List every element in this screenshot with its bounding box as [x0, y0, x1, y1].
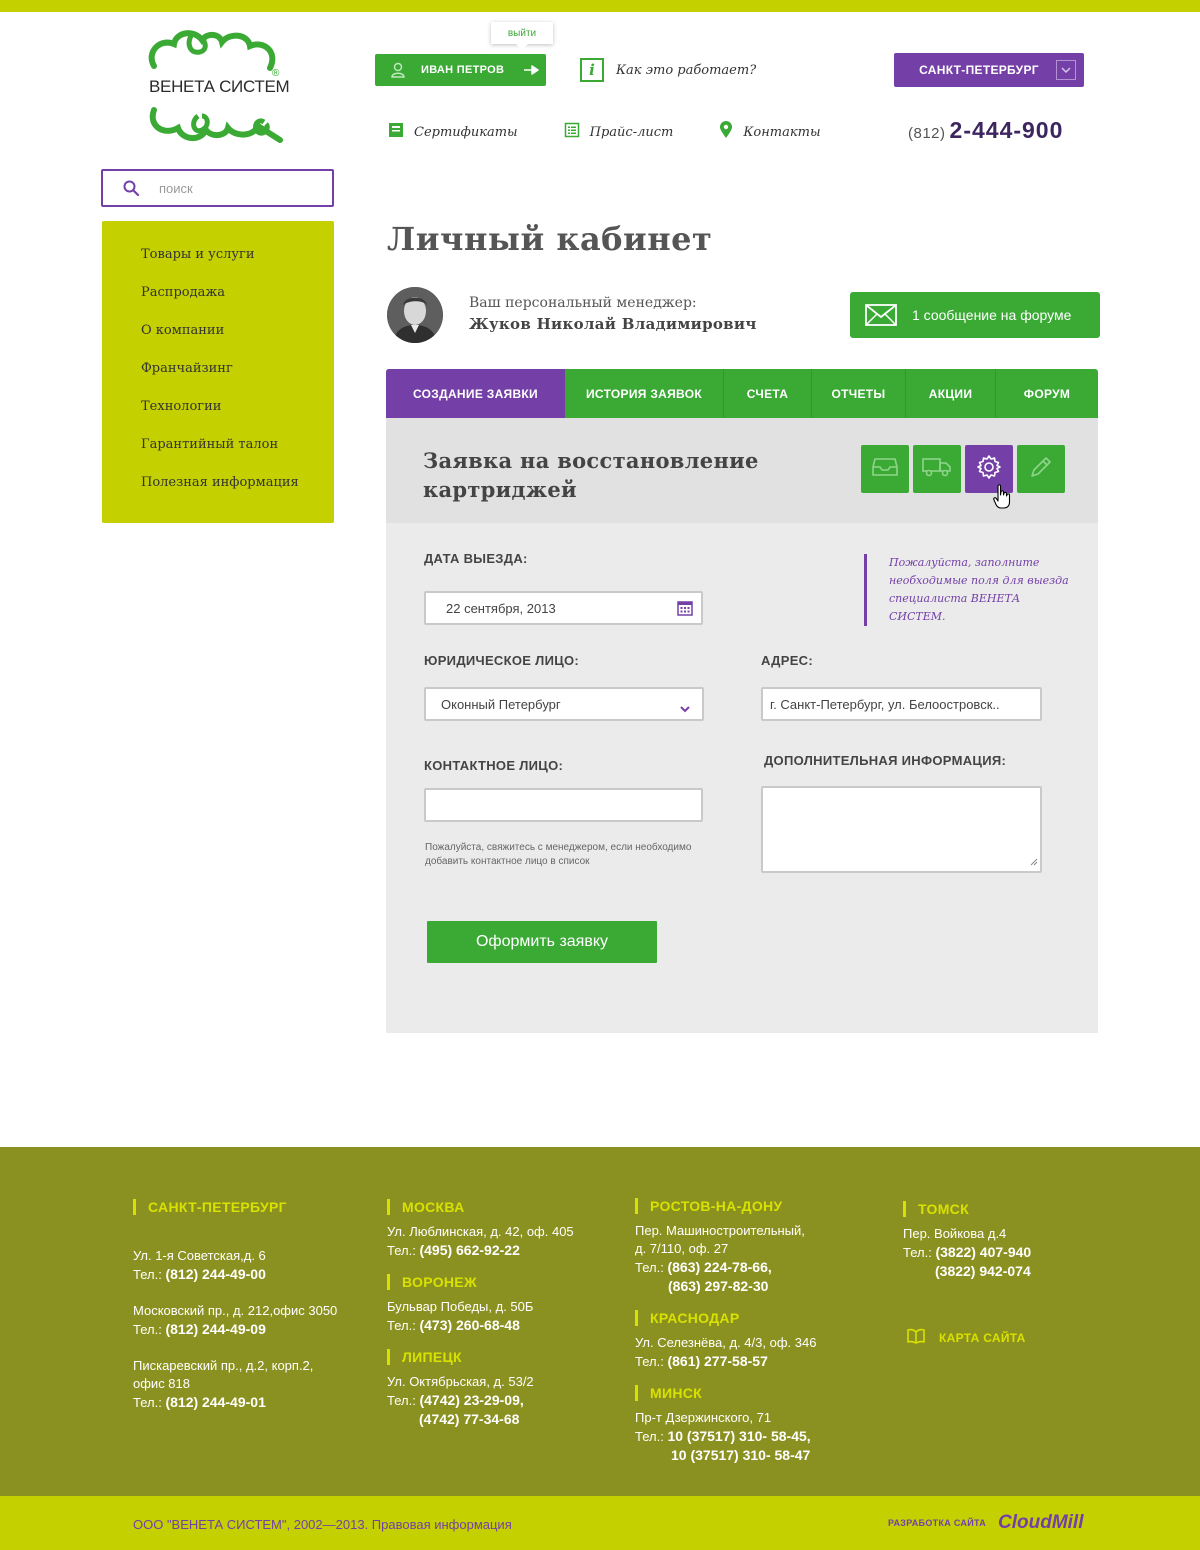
- footer-krasnodar-phone[interactable]: (861) 277-58-57: [667, 1353, 768, 1369]
- info-icon: i: [580, 58, 604, 82]
- tab-promotions[interactable]: АКЦИИ: [906, 369, 996, 418]
- price-list-icon: [564, 122, 580, 142]
- user-account-button[interactable]: [375, 54, 546, 86]
- search-input[interactable]: [159, 181, 319, 196]
- search-icon[interactable]: [103, 180, 159, 196]
- address-value: г. Санкт-Петербург, ул. Белоостровск..: [770, 696, 1000, 712]
- legal-entity-value: Оконный Петербург: [441, 696, 561, 712]
- user-icon: [375, 62, 421, 78]
- cabinet-tabs: [386, 369, 1098, 418]
- tab-invoices[interactable]: СЧЕТА: [724, 369, 812, 418]
- legal-entity-select[interactable]: [424, 687, 704, 721]
- footer-spb-address-1: Ул. 1-я Советская,д. 6: [133, 1248, 266, 1263]
- footer-rostov-phone-2[interactable]: (863) 297-82-30: [668, 1278, 769, 1294]
- nav-contacts-label: Контакты: [743, 124, 821, 140]
- contact-person-label: КОНТАКТНОЕ ЛИЦО:: [424, 758, 564, 773]
- date-value: 22 сентября, 2013: [446, 600, 556, 616]
- arrow-right-icon: [516, 64, 546, 76]
- footer-col-3: [635, 1198, 816, 1465]
- contact-hint: Пожалуйста, свяжитесь с менеджером, если необходимо добавить контактное лицо в список: [425, 842, 692, 867]
- sitemap-link[interactable]: [907, 1328, 1026, 1347]
- footer-col-4: [903, 1201, 1031, 1281]
- manager-avatar: [387, 287, 443, 343]
- date-label: ДАТА ВЫЕЗДА:: [424, 551, 528, 566]
- extra-info-label: ДОПОЛНИТЕЛЬНАЯ ИНФОРМАЦИЯ:: [764, 753, 1007, 768]
- footer-city-tomsk: ТОМСК: [903, 1201, 1031, 1217]
- submit-request-button[interactable]: Оформить заявку: [427, 921, 657, 963]
- pencil-icon: [1029, 455, 1053, 484]
- logo-text: ВЕНЕТА СИСТЕМ: [149, 77, 290, 96]
- envelope-icon: [850, 304, 912, 326]
- book-icon: [907, 1328, 925, 1347]
- chevron-down-icon: [680, 701, 690, 716]
- city-selector[interactable]: [894, 53, 1084, 87]
- tab-create-request[interactable]: СОЗДАНИЕ ЗАЯВКИ: [386, 369, 565, 418]
- footer-spb-address-3: Пискаревский пр., д.2, корп.2,: [133, 1358, 314, 1373]
- footer-tomsk-phone-2[interactable]: (3822) 942-074: [935, 1263, 1031, 1279]
- footer-city-minsk: МИНСК: [635, 1385, 816, 1401]
- search-box: [101, 169, 334, 207]
- footer-minsk-phone-2[interactable]: 10 (37517) 310- 58-47: [671, 1447, 811, 1463]
- footer-rostov-address-1: Пер. Машиностроительный,: [635, 1223, 805, 1238]
- tel-prefix: Тел.:: [635, 1260, 664, 1275]
- tel-prefix: Тел.:: [635, 1429, 664, 1444]
- tab-reports[interactable]: ОТЧЕТЫ: [812, 369, 906, 418]
- tel-prefix: Тел.:: [635, 1354, 664, 1369]
- footer-voronezh-phone[interactable]: (473) 260-68-48: [419, 1317, 520, 1333]
- tab-forum[interactable]: ФОРУМ: [1023, 386, 1071, 401]
- footer-city-lipetsk: ЛИПЕЦК: [387, 1349, 574, 1365]
- footer-minsk-phone-1[interactable]: 10 (37517) 310- 58-45,: [667, 1428, 811, 1444]
- footer-lipetsk-phone-2[interactable]: (4742) 77-34-68: [419, 1411, 520, 1427]
- footer-col-2: [387, 1199, 574, 1429]
- address-field[interactable]: [761, 687, 1042, 721]
- address-label: АДРЕС:: [761, 653, 813, 668]
- nav-price-list-label: Прайс-лист: [589, 124, 674, 140]
- legal-entity-label: ЮРИДИЧЕСКОЕ ЛИЦО:: [424, 653, 580, 668]
- tool-edit[interactable]: [1017, 445, 1065, 493]
- tel-prefix: Тел.:: [133, 1267, 162, 1282]
- form-title: Заявка на восстановление картриджей: [423, 448, 759, 502]
- footer-spb-address-2: Московский пр., д. 212,офис 3050: [133, 1303, 338, 1318]
- footer-moscow-address: Ул. Люблинская, д. 42, оф. 405: [387, 1224, 574, 1239]
- forum-messages-label: 1 сообщение на форуме: [912, 307, 1072, 323]
- inbox-tray-icon: [872, 456, 898, 483]
- how-it-works-link[interactable]: [580, 58, 756, 82]
- tel-prefix: Тел.:: [387, 1393, 416, 1408]
- footer-rostov-phone-1[interactable]: (863) 224-78-66,: [667, 1259, 772, 1275]
- city-label: САНКТ-ПЕТЕРБУРГ: [919, 63, 1039, 77]
- delivery-truck-icon: [922, 457, 952, 482]
- logo-registered-mark: ®: [272, 68, 280, 79]
- footer-tomsk-phone-1[interactable]: (3822) 407-940: [935, 1244, 1032, 1260]
- sidebar-item-franchising[interactable]: Франчайзинг: [141, 361, 233, 376]
- date-field[interactable]: [424, 591, 703, 625]
- footer-spb-phone-3[interactable]: (812) 244-49-01: [165, 1394, 266, 1410]
- copyright[interactable]: ООО "ВЕНЕТА СИСТЕМ", 2002—2013. Правовая информация: [133, 1517, 512, 1532]
- calendar-icon[interactable]: [677, 600, 693, 619]
- chevron-down-icon: [1056, 60, 1076, 80]
- nav-certificates-label: Сертификаты: [414, 124, 518, 140]
- extra-info-textarea[interactable]: [761, 786, 1042, 873]
- footer-spb-address-3b: офис 818: [133, 1376, 190, 1391]
- logo[interactable]: [146, 30, 290, 145]
- footer-voronezh-address: Бульвар Победы, д. 50Б: [387, 1299, 534, 1314]
- phone-number: 2-444-900: [949, 117, 1064, 143]
- footer-spb-phone-1[interactable]: (812) 244-49-00: [165, 1266, 266, 1282]
- resize-handle-icon[interactable]: [1030, 854, 1038, 869]
- user-name: ИВАН ПЕТРОВ: [421, 64, 505, 76]
- phone-code: (812): [908, 125, 946, 142]
- sidebar-menu: [102, 221, 334, 523]
- certificate-icon: [388, 122, 404, 142]
- footer-spb-phone-2[interactable]: (812) 244-49-09: [165, 1321, 266, 1337]
- location-pin-icon: [719, 121, 733, 143]
- tel-prefix: Тел.:: [133, 1322, 162, 1337]
- contact-person-field[interactable]: [424, 788, 703, 822]
- sidebar-item-about[interactable]: О компании: [141, 323, 225, 338]
- developer-logo: CloudMill: [998, 1512, 1084, 1533]
- footer-city-voronezh: ВОРОНЕЖ: [387, 1274, 574, 1290]
- nav-certificates[interactable]: [388, 122, 518, 142]
- footer-city-spb: САНКТ-ПЕТЕРБУРГ: [133, 1199, 337, 1215]
- nav-price-list[interactable]: [564, 122, 674, 142]
- tool-inbox[interactable]: [861, 445, 909, 493]
- top-accent-bar: [0, 0, 1200, 12]
- footer-city-moscow: МОСКВА: [387, 1199, 574, 1215]
- logout-label[interactable]: выйти: [507, 27, 537, 39]
- footer-city-krasnodar: КРАСНОДАР: [635, 1310, 816, 1326]
- hand-cursor-icon: [993, 484, 1011, 515]
- top-nav: [388, 121, 867, 143]
- footer-spb: [133, 1199, 337, 1412]
- tab-request-history[interactable]: ИСТОРИЯ ЗАЯВОК: [565, 369, 724, 418]
- footer-rostov-address-2: д. 7/110, оф. 27: [635, 1241, 729, 1256]
- developer-label: РАЗРАБОТКА САЙТА: [888, 1518, 986, 1528]
- sidebar-item-technologies[interactable]: Технологии: [141, 399, 222, 414]
- sidebar-item-warranty[interactable]: Гарантийный талон: [141, 437, 279, 452]
- manager-label: Ваш персональный менеджер:: [469, 295, 697, 311]
- footer-city-rostov: РОСТОВ-НА-ДОНУ: [635, 1198, 816, 1214]
- sidebar-item-sale[interactable]: Распродажа: [141, 285, 226, 300]
- sidebar-item-products[interactable]: Товары и услуги: [141, 247, 255, 262]
- footer-minsk-address: Пр-т Дзержинского, 71: [635, 1410, 772, 1425]
- tel-prefix: Тел.:: [387, 1318, 416, 1333]
- logout-tooltip[interactable]: [491, 22, 553, 44]
- form-note: Пожалуйста, заполните необходимые поля для выезда специалиста ВЕНЕТА СИСТЕМ.: [864, 554, 1074, 626]
- footer-lipetsk-address: Ул. Октябрьская, д. 53/2: [387, 1374, 534, 1389]
- footer-krasnodar-address: Ул. Селезнёва, д. 4/3, оф. 346: [635, 1335, 817, 1350]
- tel-prefix: Тел.:: [387, 1243, 416, 1258]
- tel-prefix: Тел.:: [903, 1245, 932, 1260]
- sitemap-label: КАРТА САЙТА: [939, 1330, 1026, 1345]
- page-title: Личный кабинет: [387, 220, 713, 258]
- developer-credit[interactable]: [888, 1512, 1083, 1534]
- manager-name: Жуков Николай Владимирович: [469, 315, 757, 333]
- tool-delivery[interactable]: [913, 445, 961, 493]
- footer-lipetsk-phone-1[interactable]: (4742) 23-29-09,: [419, 1392, 524, 1408]
- forum-messages-button[interactable]: [850, 292, 1100, 338]
- tel-prefix: Тел.:: [133, 1395, 162, 1410]
- how-it-works-label: Как это работает?: [616, 62, 757, 78]
- sidebar-item-useful-info[interactable]: Полезная информация: [141, 475, 299, 490]
- nav-contacts[interactable]: [719, 121, 820, 143]
- footer-tomsk-address: Пер. Войкова д.4: [903, 1226, 1007, 1241]
- header-phone[interactable]: [908, 117, 1063, 144]
- gear-icon: [976, 454, 1002, 485]
- footer-moscow-phone[interactable]: (495) 662-92-22: [419, 1242, 520, 1258]
